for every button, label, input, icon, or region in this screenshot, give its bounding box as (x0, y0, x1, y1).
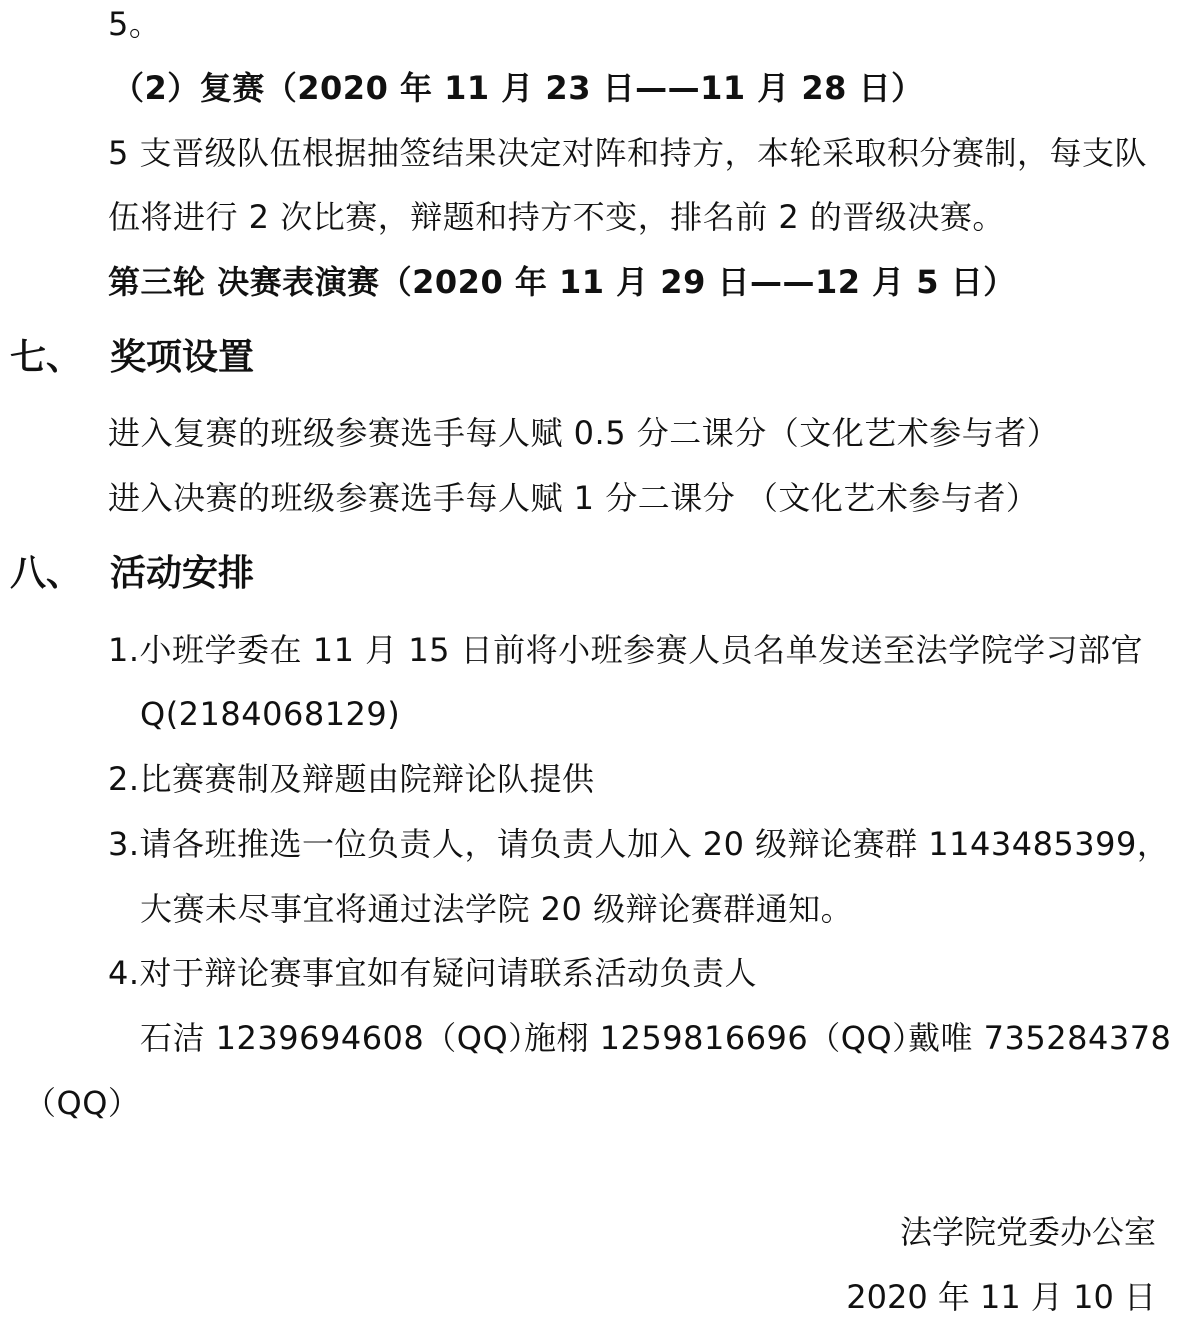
contact-line-tail: （QQ） (24, 1084, 141, 1122)
section-title: 奖项设置 (110, 337, 255, 378)
contact-line (140, 1018, 1171, 1058)
award-item: 进入决赛的班级参赛选手每人赋 1 分二课分 （文化艺术参与者） (108, 479, 1039, 517)
schedule-item-2: 2.比赛赛制及辩题由院辩论队提供 (108, 760, 595, 798)
paragraph-line: 5 支晋级队伍根据抽签结果决定对阵和持方，本轮采取积分赛制，每支队 (108, 134, 1148, 172)
contact-entry: 施栩 1259816696（QQ） (524, 1019, 925, 1057)
text-line: 5。 (108, 5, 162, 43)
schedule-item-1: 1.小班学委在 11 月 15 日前将小班参赛人员名单发送至法学院学习部官 (108, 631, 1144, 669)
section-heading-awards (10, 336, 254, 380)
schedule-item-1-continued: Q(2184068129) (140, 695, 401, 733)
schedule-item-3-continued: 大赛未尽事宜将通过法学院 20 级辩论赛群通知。 (140, 890, 854, 928)
section-title: 活动安排 (110, 553, 255, 594)
section-heading-schedule (10, 552, 254, 596)
schedule-item-3: 3.请各班推选一位负责人，请负责人加入 20 级辩论赛群 1143485399， (108, 825, 1170, 863)
paragraph-line: 伍将进行 2 次比赛，辩题和持方不变，排名前 2 的晋级决赛。 (108, 198, 1005, 236)
section-number: 七、 (10, 337, 83, 378)
issuing-office: 法学院党委办公室 (899, 1213, 1156, 1251)
section-number: 八、 (10, 553, 83, 594)
schedule-item-4: 4.对于辩论赛事宜如有疑问请联系活动负责人 (108, 954, 758, 992)
contact-entry: 石洁 1239694608（QQ） (140, 1019, 541, 1057)
subsection-heading-semifinal: （2）复赛（2020 年 11 月 23 日——11 月 28 日） (112, 69, 924, 107)
contact-entry: 戴唯 735284378 (908, 1019, 1172, 1057)
issue-date: 2020 年 11 月 10 日 (846, 1278, 1156, 1316)
award-item: 进入复赛的班级参赛选手每人赋 0.5 分二课分（文化艺术参与者） (108, 414, 1060, 452)
round-three-heading: 第三轮 决赛表演赛（2020 年 11 月 29 日——12 月 5 日） (108, 263, 1016, 301)
